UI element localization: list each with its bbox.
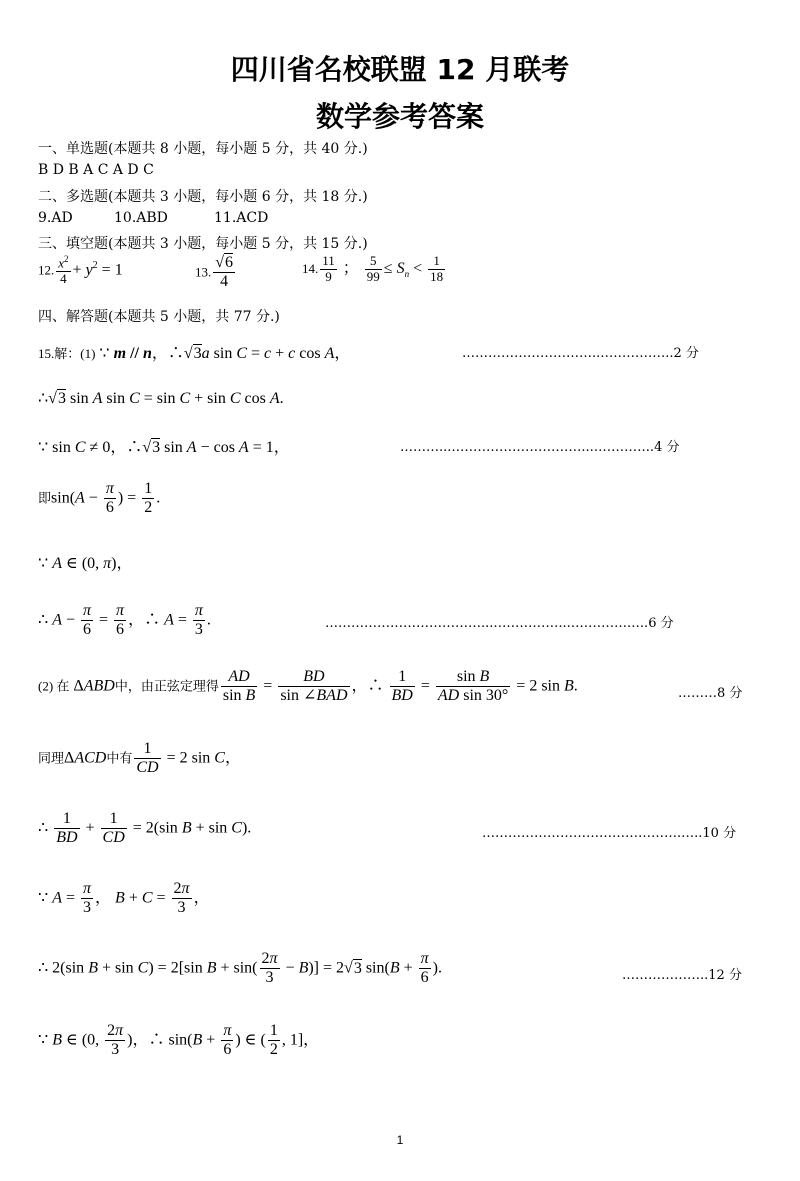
q15-line-10: ∵ A = $\frac{\pi}{3}$ ， B + C = $\frac{2\pi}{3}$ ， (38, 880, 210, 917)
q15-line-2: ∴√3 sin A sin C = sin C + sin C cos A. (38, 390, 284, 407)
score-6-dots: ………………………………...……………...………….…..6 分 (325, 616, 674, 631)
q15-line-11: ∴ 2(sin B + sin C) = 2[sin B + sin( $\frac{2\pi}{3}$ − B)] = 2√3 sin(B + $\frac{\pi}{6}$ ). (38, 950, 442, 987)
q15-line-1: 15.解：(1) ∵ m // n，∴√3a sin C = c + c cos A， (38, 345, 351, 362)
score-2-dots: …………………………..……………..2 分 (462, 346, 699, 361)
section-1-heading: 一、单选题(本题共 8 小题，每小题 5 分，共 40 分.) (38, 141, 368, 157)
section-2-heading: 二、多选题(本题共 3 小题，每小题 6 分，共 18 分.) (38, 189, 368, 205)
q15-line-12: ∵ B ∈ (0, $\frac{2\pi}{3}$ )，∴ sin(B + $\frac{\pi}{6}$ ) ∈ ( $\frac{1}{2}$ , 1]， (38, 1022, 320, 1059)
score-8-dots: ………8 分 (678, 686, 743, 701)
answer-13: 13. $\frac{√6}{4}$ (195, 254, 234, 291)
q15-line-7: (2) 在 ΔABD中，由正弦定理得 $\frac{AD}{\text{sin B}}$ = $\frac{BD}{\text{sin ∠BAD}}$ ，∴ $\frac{1}{BD}$ = $\frac{\text{sin B}}{\text{AD sin 30°}}$ = 2 sin B. (38, 668, 578, 705)
answer-10: 10.ABD (114, 210, 168, 226)
section-3-heading: 三、填空题(本题共 3 小题，每小题 5 分，共 15 分.) (38, 236, 368, 252)
answer-12: 12. $\frac{x^2}{4}$ + $y^2 = 1$ (38, 254, 123, 287)
score-12-dots: ………………..12 分 (622, 968, 742, 983)
section-1-answers: B D B A C A D C (38, 162, 154, 178)
page-number: 1 (396, 1133, 404, 1147)
q15-line-4: 即sin(A − $\frac{\pi}{6}$ ) = $\frac{1}{2}$ . (38, 480, 161, 517)
score-10-dots: ……………………………………….…..10 分 (482, 826, 737, 841)
page-title: 四川省名校联盟 12 月联考 (230, 53, 570, 86)
score-4-dots: ………...…………………………...…………..4 分 (400, 440, 680, 455)
q15-line-9: ∴ $\frac{1}{BD}$ + $\frac{1}{CD}$ = 2(sin B + sin C). (38, 810, 252, 847)
q15-line-6: ∴ A − $\frac{\pi}{6}$ = $\frac{\pi}{6}$ ，∴ A = $\frac{\pi}{3}$ . (38, 602, 211, 639)
section-4-heading: 四、解答题(本题共 5 小题，共 77 分.) (38, 309, 280, 325)
q15-line-5: ∵ A ∈ (0, π)， (38, 555, 133, 572)
q15-line-3: ∵ sin C ≠ 0，∴√3 sin A − cos A = 1， (38, 439, 290, 456)
q15-line-8: 同理ΔACD中有 $\frac{1}{CD}$ = 2 sin C， (38, 740, 241, 777)
answer-9: 9.AD (38, 210, 73, 226)
page-subtitle: 数学参考答案 (315, 100, 484, 133)
answer-14: 14. $\frac{11}{9}$ ； $\frac{5}{99}$ ≤ $S_n$ < $\frac{1}{18}$ (302, 253, 444, 284)
answer-11: 11.ACD (214, 210, 269, 226)
